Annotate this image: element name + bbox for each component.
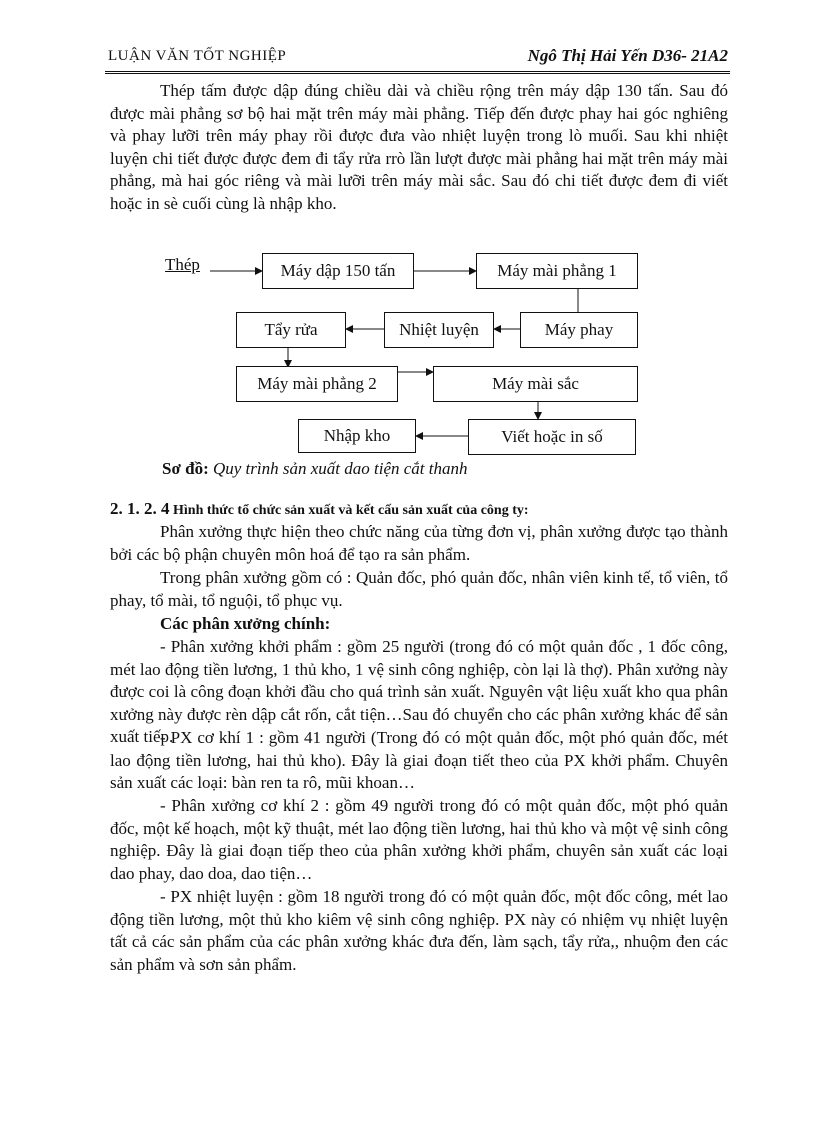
paragraph-px-co-khi-2: - Phân xưởng cơ khí 2 : gồm 49 người trong đó có một quản đốc, một phó quản đốc, một kế hoạch, một kỹ thuật, mét lao động tiền lương, hai thủ kho và một vệ sinh công nghiệp. Đây là giai đoạn tiếp theo của phân xưởng khởi phẩm, chuyên sản xuất các loại dao phay, dao doa, dao tiện… xyxy=(110,796,728,883)
box-may-phay: Máy phay xyxy=(520,312,638,348)
paragraph-2: Trong phân xưởng gồm có : Quản đốc, phó quản đốc, nhân viên kinh tế, tổ viên, tổ phay, tổ mài, tổ nguội, tổ phục vụ. xyxy=(110,568,728,610)
paragraph-px-nhiet-luyen: - PX nhiệt luyện : gồm 18 người trong đó có một quản đốc, một đốc công, mét lao động tiền lương, một thủ kho kiêm vệ sinh công nghiệp. PX này có nhiệm vụ nhiệt luyện tất cả các sản phẩm của các phân xưởng khác đưa đến, làm sạch, tẩy rửa,, nhuộm đen các sản phẩm và sơn sản phẩm. xyxy=(110,887,728,974)
diagram-caption xyxy=(162,459,468,479)
header-thesis-title: LUẬN VĂN TỐT NGHIỆP xyxy=(108,48,287,64)
diagram-input-thep: Thép xyxy=(165,255,200,274)
paragraph-workshop-khoi-pham: - Phân xưởng khởi phẩm : gồm 25 người (trong đó có một quản đốc , 1 đốc công, mét lao động tiền lương, 1 thủ kho, 1 vệ sinh công nghiệp, còn lại là thợ). Phân xưởng này được coi là công đoạn khởi đầu cho quá trình sản xuất. Nguyên vật liệu xuất kho qua phân xưởng này được rèn dập cắt rốn, cắt tiện…Sau đó chuyển cho các phân xưởng khác để sản xuất tiếp. xyxy=(110,637,728,747)
box-may-mai-phang-1: Máy mài phẳng 1 xyxy=(476,253,638,289)
paragraph-px-co-khi-1: - PX cơ khí 1 : gồm 41 người (Trong đó có một quản đốc, một phó quản đốc, mét lao động tiền lương, hai thủ kho). Đây là giai đoạn tiết theo của PX khởi phẩm. Chuyên sản xuất các loại: bàn ren ta rô, mũi khoan… xyxy=(110,728,728,793)
section-number: 2. 1. 2. 4 xyxy=(110,499,170,518)
subheading-main-workshops: Các phân xưởng chính: xyxy=(160,614,331,633)
section-title: Hình thức tổ chức sản xuất và kết cấu sản xuất của công ty: xyxy=(169,503,529,518)
box-tay-rua: Tẩy rửa xyxy=(236,312,346,348)
section-heading xyxy=(110,499,529,519)
box-viet-hoac-in-so: Viết hoặc in số xyxy=(468,419,636,455)
box-may-mai-phang-2: Máy mài phẳng 2 xyxy=(236,366,398,402)
header-author: Ngô Thị Hải Yến D36- 21A2 xyxy=(527,46,728,65)
box-nhiet-luyen: Nhiệt luyện xyxy=(384,312,494,348)
box-may-mai-sac: Máy mài sắc xyxy=(433,366,638,402)
paragraph-1: Phân xưởng thực hiện theo chức năng của từng đơn vị, phân xưởng được tạo thành bởi các bộ phận chuyên môn hoá để tạo ra sản phẩm. xyxy=(110,522,728,564)
box-nhap-kho: Nhập kho xyxy=(298,419,416,453)
box-may-dap: Máy dập 150 tấn xyxy=(262,253,414,289)
caption-label: Sơ đồ: xyxy=(162,459,209,478)
caption-text: Quy trình sản xuất dao tiện cắt thanh xyxy=(208,459,468,478)
intro-paragraph: Thép tấm được dập đúng chiều dài và chiều rộng trên máy dập 130 tấn. Sau đó được mài phẳng sơ bộ hai mặt trên máy mài phẳng. Tiếp đến được phay hai góc nghiêng và phay lưỡi trên máy phay rồi được đưa vào nhiệt luyện trong lò muối. Sau khi nhiệt luyện chi tiết được được đem đi tẩy rửa rrò lần lượt được mài phẳng hai mặt trên máy mài phẳng, mà hai góc riêng và mài lưỡi trên máy mài sắc. Sau đó chi tiết được đem đi viết hoặc in sè cuối cùng là nhập kho. xyxy=(110,81,728,213)
